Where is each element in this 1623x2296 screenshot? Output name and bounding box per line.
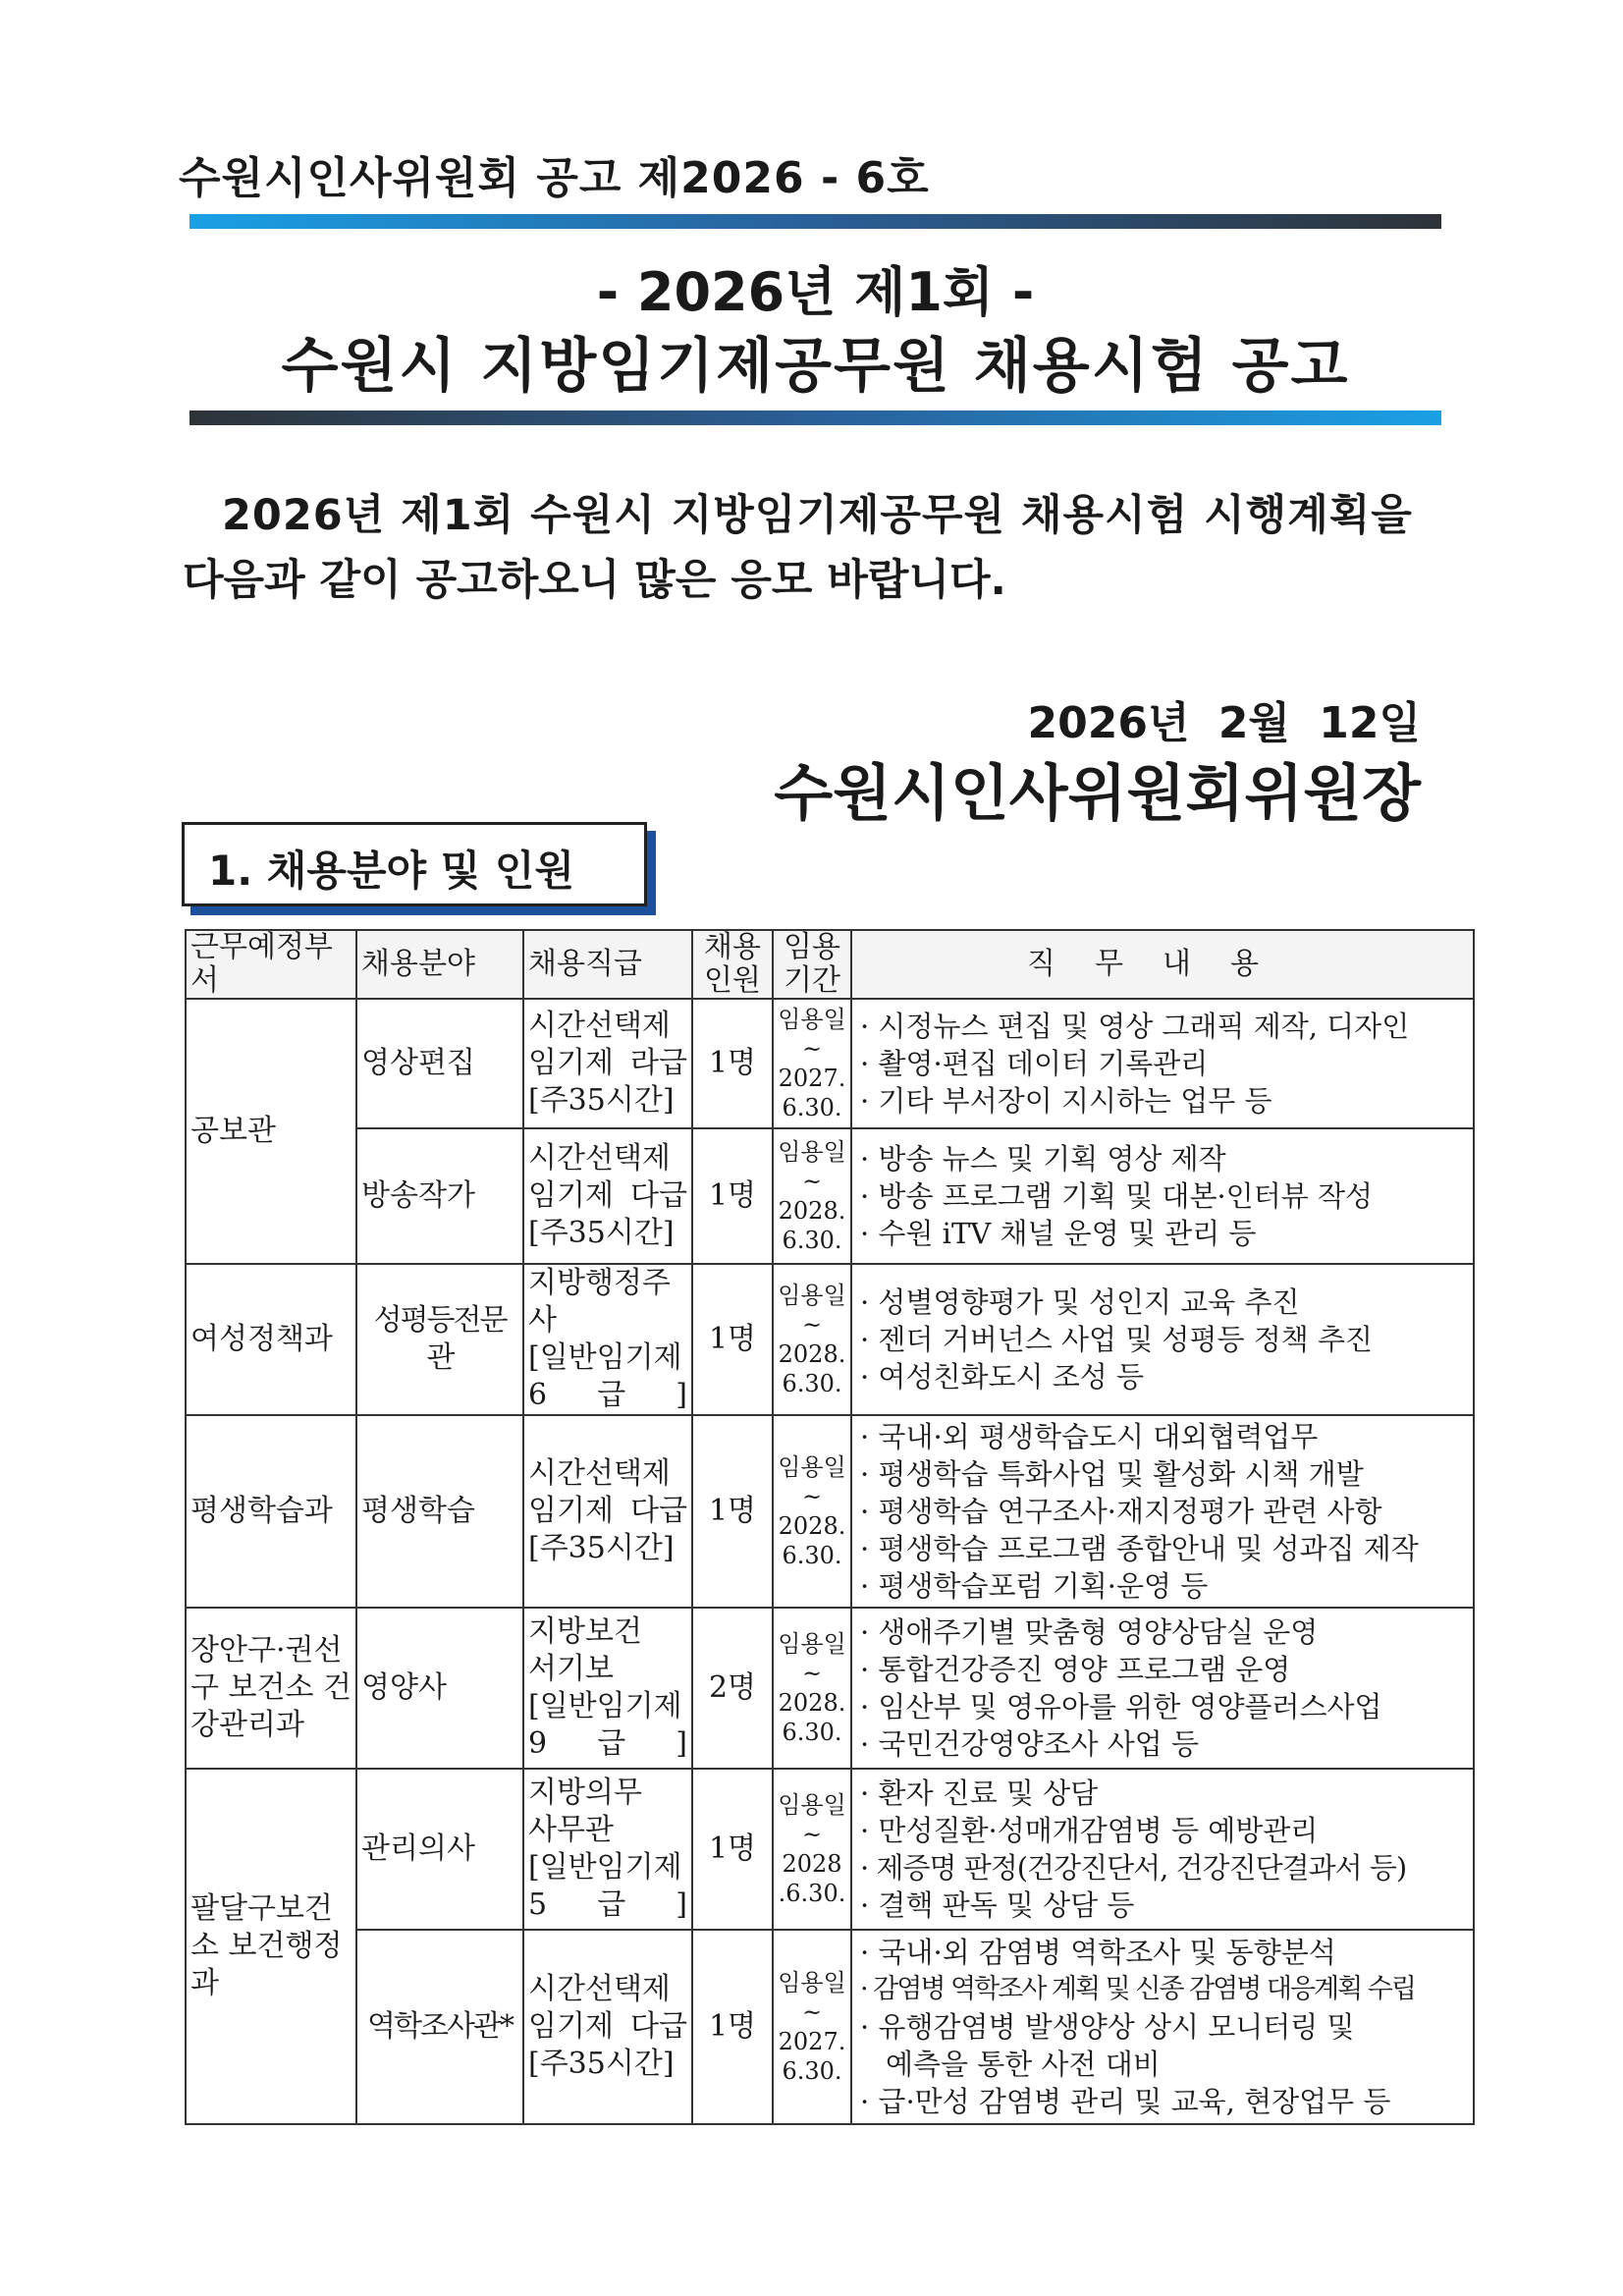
count-cell: 1명 <box>692 1930 773 2124</box>
count-cell: 1명 <box>692 1415 773 1608</box>
field-cell: 평생학습 <box>356 1415 523 1608</box>
duties-cell: · 국내·외 평생학습도시 대외협력업무 · 평생학습 특화사업 및 활성화 시책 개발 · 평생학습 연구조사·재지정평가 관련 사항 · 평생학습 프로그램 종합안내 및 성과집 제작 · 평생학습포럼 기획·운영 등 <box>851 1415 1474 1608</box>
notice-number: 수원시인사위원회 공고 제2026 - 6호 <box>179 153 930 203</box>
period-cell: 임용일 ~ 2028. 6.30. <box>773 1608 851 1769</box>
grade-cell: 시간선택제 임기제 다급 [주35시간] <box>523 1128 692 1264</box>
dept-cell: 여성정책과 <box>186 1264 356 1415</box>
count-cell: 1명 <box>692 1769 773 1930</box>
dept-cell: 공보관 <box>186 999 356 1264</box>
table-row <box>186 1608 1474 1769</box>
header-field: 채용분야 <box>356 930 523 999</box>
field-cell: 영상편집 <box>356 999 523 1128</box>
period-cell: 임용일 ~ 2028. 6.30. <box>773 1415 851 1608</box>
field-cell: 성평등전문관 <box>356 1264 523 1415</box>
grade-cell: 지방보건 서기보 [일반임기제 9 급 ] <box>523 1608 692 1769</box>
duties-cell: · 국내·외 감염병 역학조사 및 동향분석 · 감염병 역학조사 계획 및 신종 감염병 대응계획 수립 · 유행감염병 발생양상 상시 모니터링 및 예측을 통한 사전 대비 · 급·만성 감염병 관리 및 교육, 현장업무 등 <box>851 1930 1474 2124</box>
intro-line1: 2026년 제1회 수원시 지방임기제공무원 채용시험 시행계획을 <box>222 491 1413 540</box>
table-row <box>186 1769 1474 1930</box>
section-heading-box <box>182 822 647 906</box>
header-count: 채용인원 <box>692 930 773 999</box>
page-title: 수원시 지방임기제공무원 채용시험 공고 <box>281 332 1350 401</box>
issue-date: 2026년 2월 12일 <box>1027 698 1421 748</box>
dept-cell: 팔달구보건소 보건행정과 <box>186 1769 356 2124</box>
table-header-row <box>186 930 1474 999</box>
period-cell: 임용일 ~ 2028. 6.30. <box>773 1264 851 1415</box>
duties-cell: · 생애주기별 맞춤형 영양상담실 운영 · 통합건강증진 영양 프로그램 운영 · 임산부 및 영유아를 위한 영양플러스사업 · 국민건강영양조사 사업 등 <box>851 1608 1474 1769</box>
table-row <box>186 999 1474 1128</box>
intro-line2: 다음과 같이 공고하오니 많은 응모 바랍니다. <box>183 556 1006 605</box>
intro-paragraph <box>183 483 1459 613</box>
recruitment-table <box>185 929 1475 2125</box>
grade-cell: 시간선택제 임기제 다급 [주35시간] <box>523 1415 692 1608</box>
duties-cell: · 환자 진료 및 상담 · 만성질환·성매개감염병 등 예방관리 · 제증명 판정(건강진단서, 건강진단결과서 등) · 결핵 판독 및 상담 등 <box>851 1769 1474 1930</box>
duties-cell: · 방송 뉴스 및 기획 영상 제작 · 방송 프로그램 기획 및 대본·인터뷰 작성 · 수원 iTV 채널 운영 및 관리 등 <box>851 1128 1474 1264</box>
header-dept: 근무예정부서 <box>186 930 356 999</box>
grade-cell: 지방의무 사무관 [일반임기제 5 급 ] <box>523 1769 692 1930</box>
header-duties: 직무내용 <box>851 930 1474 999</box>
title-line1: - 2026년 제1회 - <box>596 261 1035 323</box>
field-cell: 역학조사관* <box>356 1930 523 2124</box>
table-row <box>186 1930 1474 2124</box>
count-cell: 1명 <box>692 1128 773 1264</box>
table-row <box>186 1264 1474 1415</box>
title-bottom-bar <box>189 410 1441 425</box>
field-cell: 관리의사 <box>356 1769 523 1930</box>
duties-cell: · 시정뉴스 편집 및 영상 그래픽 제작, 디자인 · 촬영·편집 데이터 기록관리 · 기타 부서장이 지시하는 업무 등 <box>851 999 1474 1128</box>
dept-cell: 평생학습과 <box>186 1415 356 1608</box>
period-cell: 임용일 ~ 2027. 6.30. <box>773 999 851 1128</box>
field-cell: 방송작가 <box>356 1128 523 1264</box>
table-row <box>186 1415 1474 1608</box>
header-grade: 채용직급 <box>523 930 692 999</box>
duties-cell: · 성별영향평가 및 성인지 교육 추진 · 젠더 거버넌스 사업 및 성평등 정책 추진 · 여성친화도시 조성 등 <box>851 1264 1474 1415</box>
grade-cell: 지방행정주사 [일반임기제 6 급 ] <box>523 1264 692 1415</box>
period-cell: 임용일 ~ 2028 .6.30. <box>773 1769 851 1930</box>
period-cell: 임용일 ~ 2028. 6.30. <box>773 1128 851 1264</box>
count-cell: 1명 <box>692 999 773 1128</box>
count-cell: 1명 <box>692 1264 773 1415</box>
table-row <box>186 1128 1474 1264</box>
grade-cell: 시간선택제 임기제 라급 [주35시간] <box>523 999 692 1128</box>
count-cell: 2명 <box>692 1608 773 1769</box>
grade-cell: 시간선택제 임기제 다급 [주35시간] <box>523 1930 692 2124</box>
period-cell: 임용일 ~ 2027. 6.30. <box>773 1930 851 2124</box>
issuer-name: 수원시인사위원회위원장 <box>774 757 1421 829</box>
title-top-bar <box>189 214 1441 229</box>
header-period: 임용기간 <box>773 930 851 999</box>
dept-cell: 장안구·권선구 보건소 건강관리과 <box>186 1608 356 1769</box>
field-cell: 영양사 <box>356 1608 523 1769</box>
section-title: 1. 채용분야 및 인원 <box>208 847 575 895</box>
